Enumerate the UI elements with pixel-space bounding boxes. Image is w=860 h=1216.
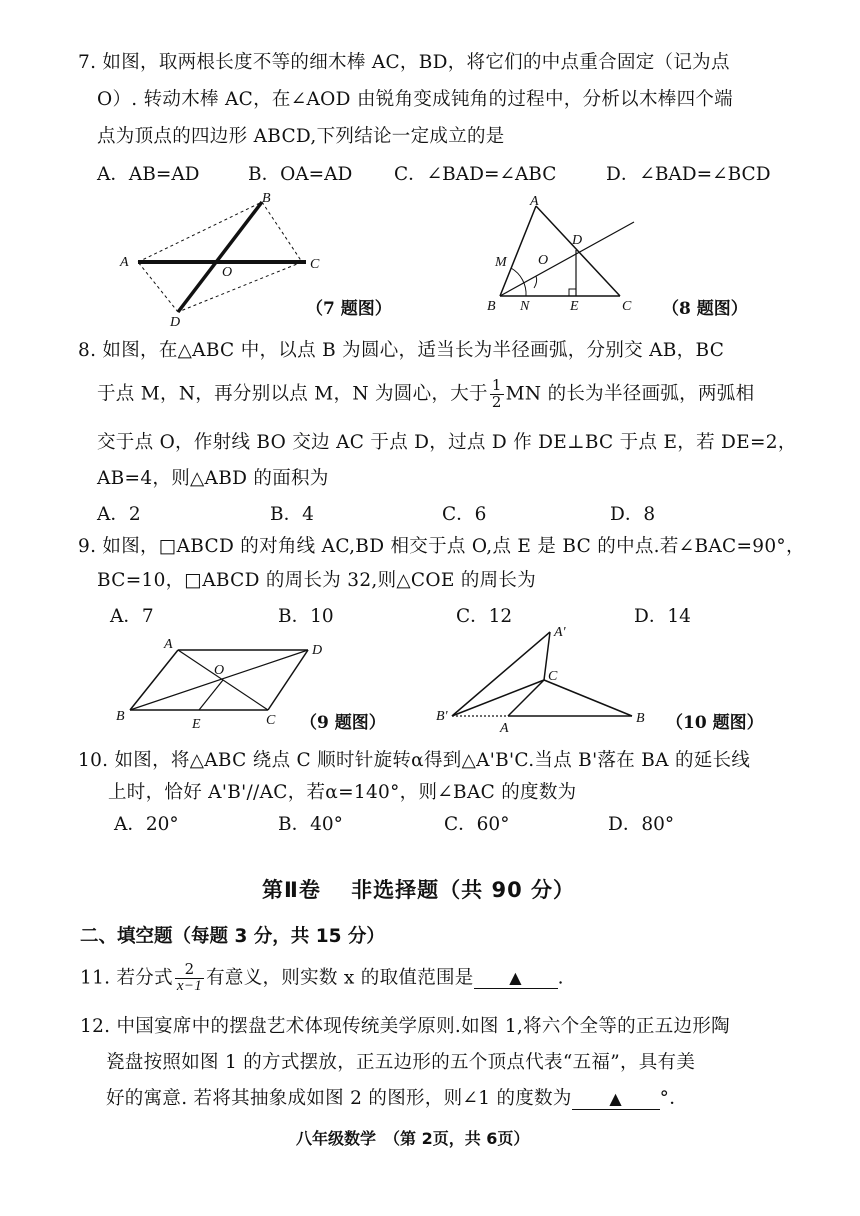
q9-label-a: A xyxy=(164,637,173,652)
q11-pre: 11. 若分式 xyxy=(80,967,173,989)
q11-post: 有意义，则实数 x 的取值范围是 xyxy=(206,967,474,989)
q11-end: . xyxy=(557,967,564,989)
q7-label-d: D xyxy=(170,315,181,330)
q7-line-2: O）. 转动木棒 AC，在∠AOD 由锐角变成钝角的过程中，分析以木棒四个端 xyxy=(97,89,733,110)
q7-fig-ab xyxy=(138,202,262,262)
q10-option-c: C．60° xyxy=(444,814,510,835)
q8-caption: （8 题图） xyxy=(662,299,748,319)
q9-label-o: O xyxy=(214,663,225,678)
q8-option-c: C．6 xyxy=(442,504,487,525)
q7-fig-bc xyxy=(262,202,302,262)
q8-fraction xyxy=(490,378,504,411)
q9-line-2: BC=10，□ABCD 的周长为 32,则△COE 的周长为 xyxy=(97,570,537,591)
q10-label-a1: A' xyxy=(554,625,566,640)
q11-fraction-num: 2 xyxy=(175,962,204,979)
q7-fig-da xyxy=(138,262,178,312)
q7-label-o: O xyxy=(222,265,233,280)
q11-line xyxy=(80,962,564,995)
q12-answer-blank xyxy=(572,1088,660,1110)
q10-option-b: B．40° xyxy=(278,814,343,835)
q8-label-o: O xyxy=(538,253,549,268)
q8-fraction-num: 1 xyxy=(491,376,502,394)
q7-option-b: B．OA=AD xyxy=(248,164,353,185)
q8-line-2 xyxy=(97,378,754,411)
q8-label-n: N xyxy=(520,299,530,314)
q9-fig-ba xyxy=(130,650,178,710)
q8-fig-arc xyxy=(511,268,526,296)
q10-label-b1: B' xyxy=(436,709,448,724)
q9-fig-bd xyxy=(130,650,308,710)
q7-label-b: B xyxy=(262,191,271,206)
q10-line-1: 10. 如图，将△ABC 绕点 C 顺时针旋转α得到△A'B'C.当点 B'落在 BA 的延长线 xyxy=(78,750,751,771)
q8-label-m: M xyxy=(495,255,507,270)
q8-line-2-pre: 于点 M，N，再分别以点 M，N 为圆心，大于 xyxy=(97,383,488,405)
q9-caption: （9 题图） xyxy=(300,713,386,733)
q8-line-4: AB=4，则△ABD 的面积为 xyxy=(97,468,329,489)
q10-label-a: A xyxy=(500,721,509,732)
q8-line-2-post: MN 的长为半径画弧，两弧相 xyxy=(505,383,755,405)
q11-fraction-den: x−1 xyxy=(176,977,203,994)
q8-option-d: D．8 xyxy=(610,504,656,525)
q10-label-c: C xyxy=(548,669,558,684)
q10-fig-a1b1 xyxy=(452,632,550,716)
q9-label-e: E xyxy=(192,717,201,730)
part-2-heading: 二、填空题（每题 3 分，共 15 分） xyxy=(80,926,385,947)
q11-triangle-icon: ▲ xyxy=(509,968,522,988)
q8-figure xyxy=(478,192,668,316)
q8-label-c: C xyxy=(622,299,632,314)
q8-option-a: A．2 xyxy=(97,504,141,525)
q9-fig-oe xyxy=(199,680,223,710)
q8-label-a: A xyxy=(530,194,539,209)
q7-option-a: A．AB=AD xyxy=(97,164,200,185)
q12-line-3-pre: 好的寓意. 若将其抽象成如图 2 的图形，则∠1 的度数为 xyxy=(106,1088,572,1109)
q11-answer-blank xyxy=(474,967,558,989)
q10-option-d: D．80° xyxy=(608,814,675,835)
q9-option-d: D．14 xyxy=(634,606,691,627)
q9-option-a: A．7 xyxy=(110,606,154,627)
q12-line-2: 瓷盘按照如图 1 的方式摆放，正五边形的五个顶点代表“五福”，具有美 xyxy=(106,1052,696,1073)
q8-option-b: B．4 xyxy=(270,504,314,525)
q8-fig-ab xyxy=(500,206,536,296)
q8-fig-right-angle xyxy=(569,289,576,296)
q8-fig-ac xyxy=(536,206,620,296)
q9-option-c: C．12 xyxy=(456,606,513,627)
q7-label-c: C xyxy=(310,257,320,272)
q10-option-a: A．20° xyxy=(114,814,179,835)
q7-line-1: 7. 如图，取两根长度不等的细木棒 AC，BD，将它们的中点重合固定（记为点 xyxy=(78,52,730,73)
q12-triangle-icon: ▲ xyxy=(609,1089,622,1108)
q7-option-d: D．∠BAD=∠BCD xyxy=(606,164,771,185)
page-footer: 八年级数学 （第 2页，共 6页） xyxy=(296,1129,530,1148)
q10-line-2: 上时，恰好 A'B'//AC，若α=140°，则∠BAC 的度数为 xyxy=(108,782,577,803)
q8-fraction-den: 2 xyxy=(491,392,502,411)
q12-line-1: 12. 中国宴席中的摆盘艺术体现传统美学原则.如图 1,将六个全等的正五边形陶 xyxy=(80,1016,730,1037)
q7-label-a: A xyxy=(120,255,129,270)
q8-label-d: D xyxy=(572,233,583,248)
q8-line-1: 8. 如图，在△ABC 中，以点 B 为圆心，适当长为半径画弧，分别交 AB，BC xyxy=(78,340,725,361)
q9-label-d: D xyxy=(312,643,323,658)
q8-fig-small-arc xyxy=(534,276,537,288)
q11-fraction xyxy=(175,962,204,995)
q9-fig-dc xyxy=(268,650,308,710)
q7-option-c: C．∠BAD=∠ABC xyxy=(394,164,557,185)
q10-label-b: B xyxy=(636,711,645,726)
q9-figure xyxy=(112,630,332,730)
q9-option-b: B．10 xyxy=(278,606,334,627)
q10-fig-ca xyxy=(508,680,544,716)
q8-line-3: 交于点 O，作射线 BO 交边 AC 于点 D，过点 D 作 DE⊥BC 于点 E，若 DE=2， xyxy=(97,432,797,453)
q7-line-3: 点为顶点的四边形 ABCD,下列结论一定成立的是 xyxy=(97,126,505,147)
q10-figure xyxy=(432,622,662,732)
q9-label-b: B xyxy=(116,709,125,724)
q8-label-e: E xyxy=(570,299,579,314)
q10-fig-b1c xyxy=(452,680,544,716)
q7-fig-bd-stick xyxy=(178,202,262,312)
q8-label-b: B xyxy=(487,299,496,314)
q7-caption: （7 题图） xyxy=(306,299,392,319)
q12-end: °． xyxy=(659,1088,689,1109)
q12-line-3 xyxy=(106,1084,688,1110)
q10-fig-cb xyxy=(544,680,632,716)
q9-line-1: 9. 如图，□ABCD 的对角线 AC,BD 相交于点 O,点 E 是 BC 的中点.若∠BAC=90°， xyxy=(78,536,805,557)
q10-caption: （10 题图） xyxy=(666,713,764,733)
q9-label-c: C xyxy=(266,713,276,728)
section-2-title: 第Ⅱ卷 非选择题（共 90 分） xyxy=(262,878,575,902)
q8-fig-ray-bo xyxy=(500,222,634,296)
